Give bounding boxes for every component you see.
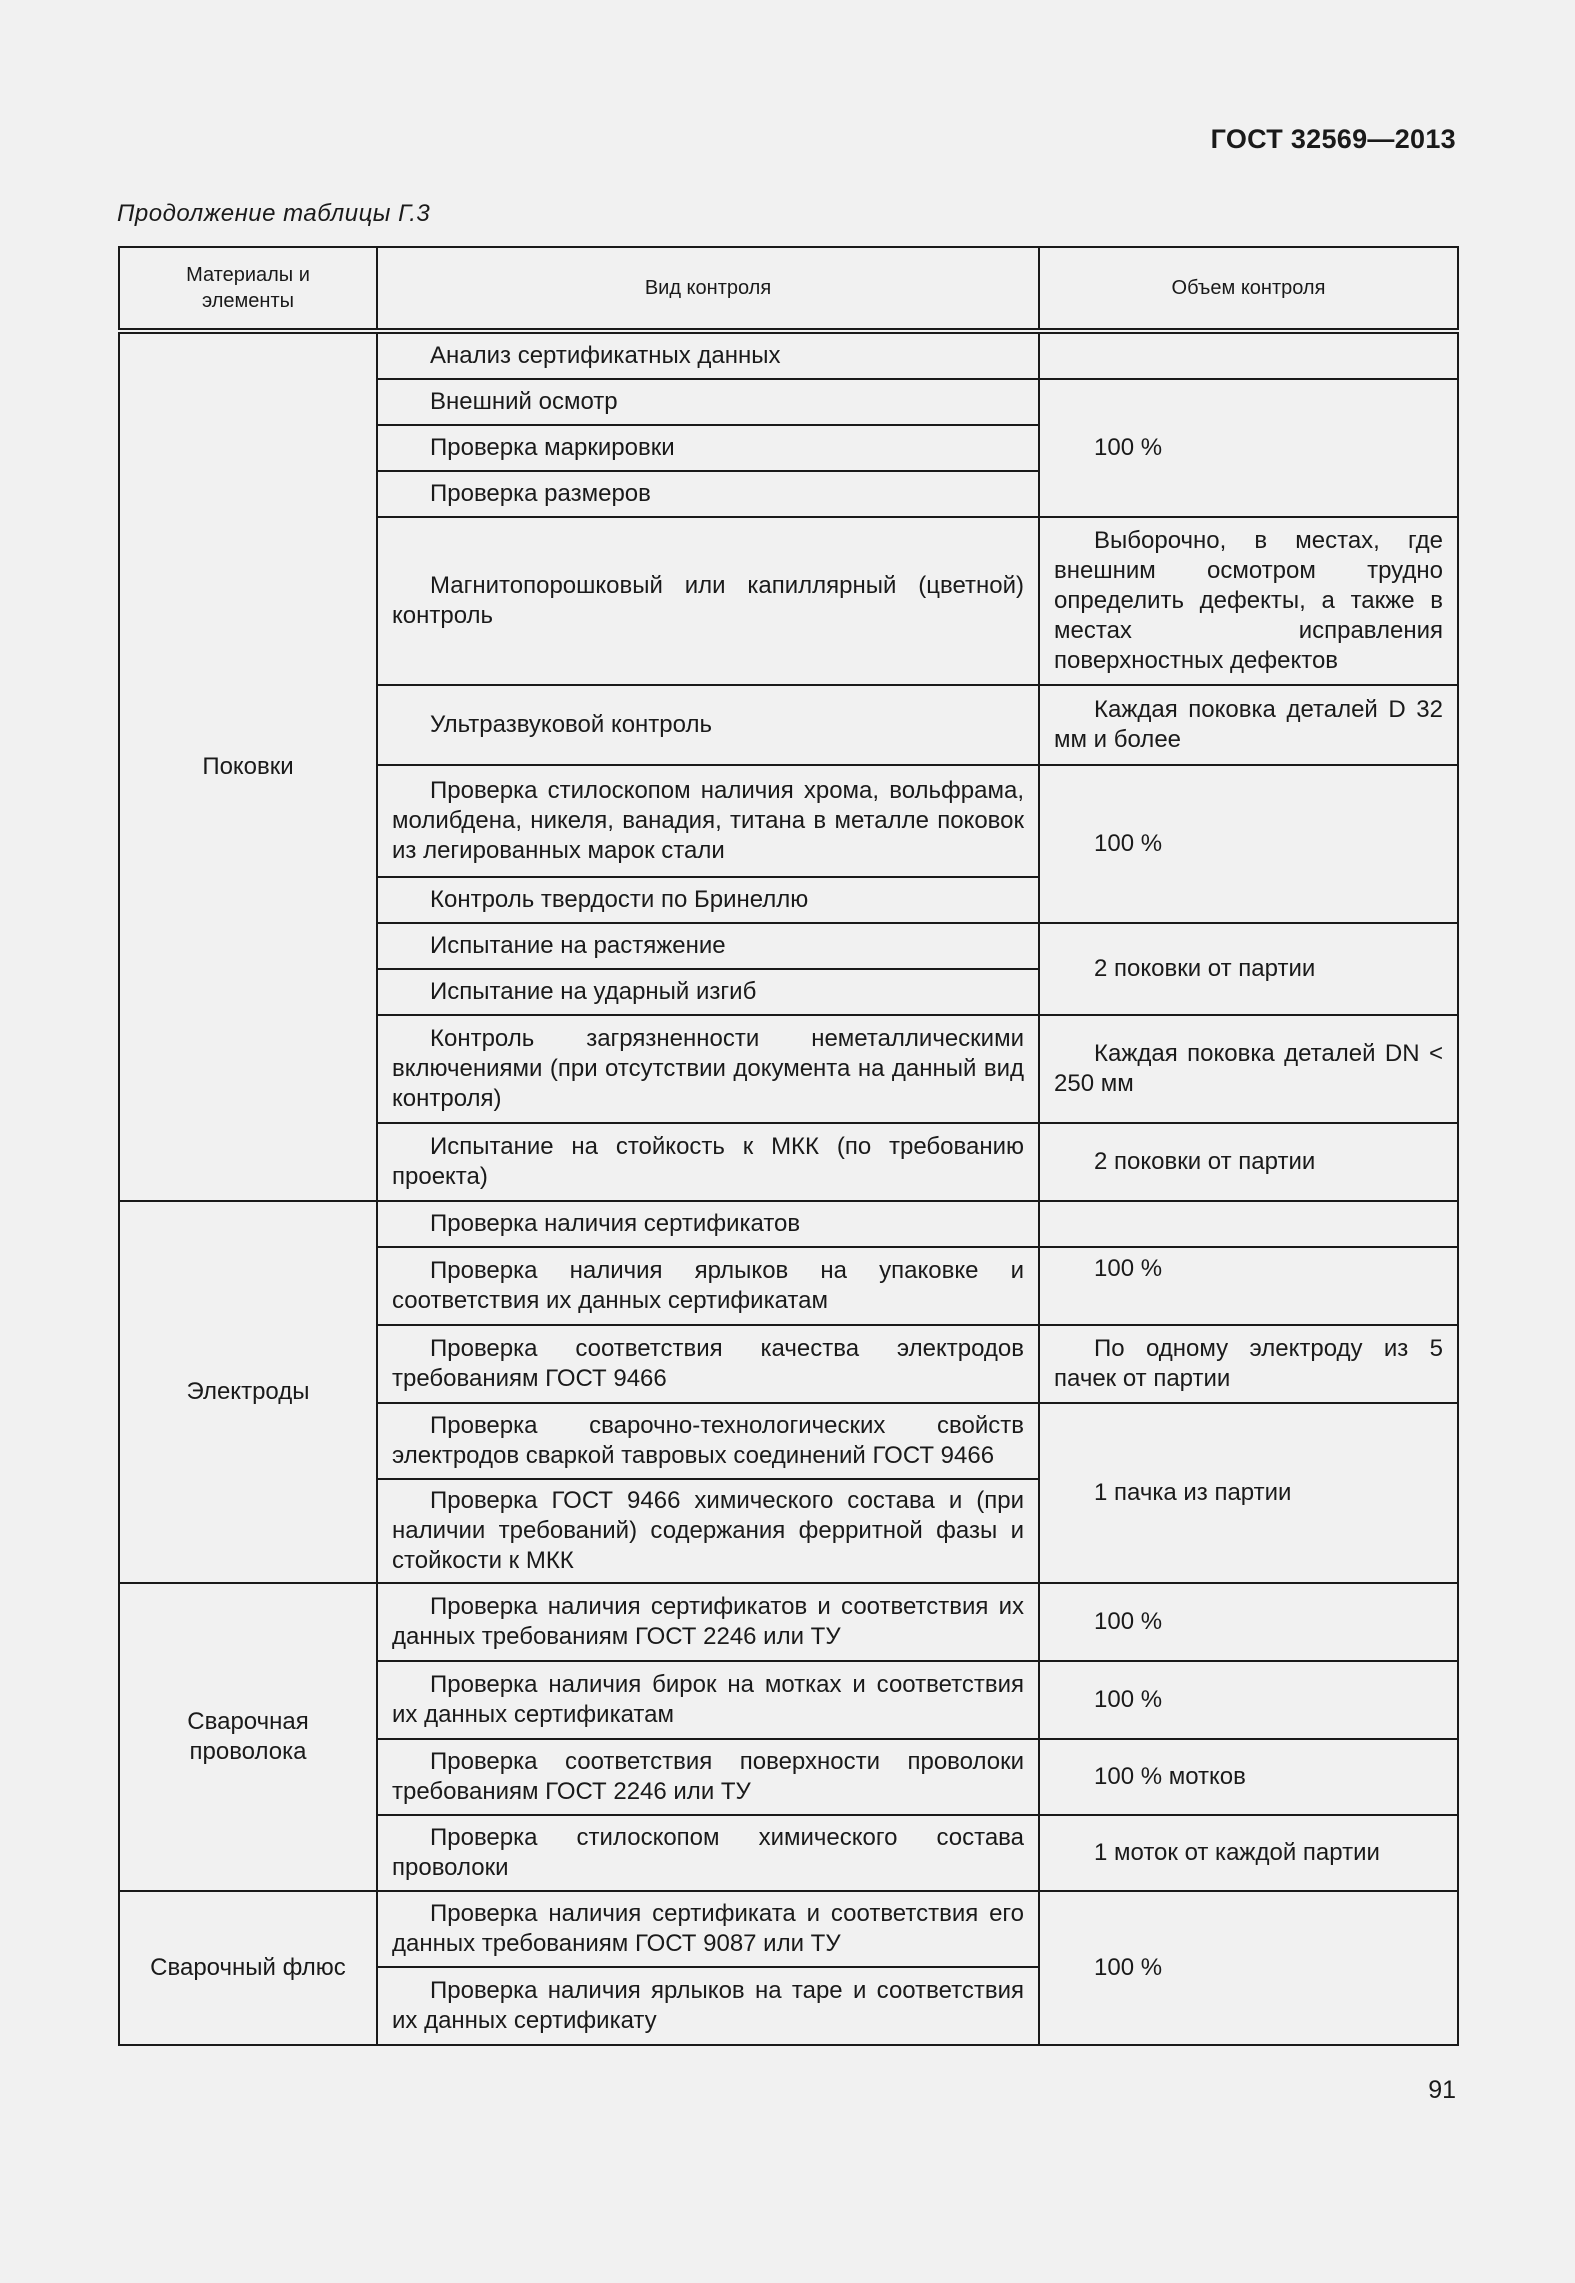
document-code: ГОСТ 32569—2013: [1210, 124, 1456, 154]
control-type-cell: Проверка стилоскопом химического состава проволоки: [377, 1815, 1039, 1891]
control-volume-cell: Выборочно, в местах, где внешним осмотром трудно определить дефекты, а также в местах исправления поверхностных дефектов: [1039, 517, 1458, 685]
control-type-cell: Контроль загрязненности неметаллическими включениями (при отсутствии документа на данный вид контроля): [377, 1015, 1039, 1123]
material-cell: Электроды: [119, 1201, 377, 1583]
control-type-cell: Ультразвуковой контроль: [377, 685, 1039, 765]
control-volume-cell: Каждая поковка деталей DN < 250 мм: [1039, 1015, 1458, 1123]
control-volume-cell: 100 % мотков: [1039, 1739, 1458, 1815]
control-volume-cell: 1 моток от каждой партии: [1039, 1815, 1458, 1891]
control-type-cell: Внешний осмотр: [377, 379, 1039, 425]
control-volume-cell: Каждая поковка деталей D 32 мм и более: [1039, 685, 1458, 765]
control-type-cell: Испытание на ударный изгиб: [377, 969, 1039, 1015]
control-type-cell: Контроль твердости по Бринеллю: [377, 877, 1039, 923]
control-type-cell: Проверка маркировки: [377, 425, 1039, 471]
control-type-cell: Проверка наличия ярлыков на таре и соответствия их данных сертификату: [377, 1967, 1039, 2045]
control-volume-cell: По одному электроду из 5 пачек от партии: [1039, 1325, 1458, 1403]
control-volume-cell: 100 %: [1039, 765, 1458, 923]
control-type-cell: Проверка наличия сертификата и соответствия его данных требованиям ГОСТ 9087 или ТУ: [377, 1891, 1039, 1967]
material-cell: Сварочная проволока: [119, 1583, 377, 1891]
control-type-cell: Проверка наличия ярлыков на упаковке и соответствия их данных сертификатам: [377, 1247, 1039, 1325]
page-number: 91: [1428, 2076, 1456, 2104]
control-type-cell: Проверка наличия сертификатов: [377, 1201, 1039, 1247]
control-volume-cell: 100 %: [1039, 1891, 1458, 2045]
table-row: [119, 1583, 1458, 1661]
control-volume-cell: 100 %: [1039, 379, 1458, 517]
table-row: [119, 1201, 1458, 1247]
control-type-cell: Проверка наличия сертификатов и соответствия их данных требованиям ГОСТ 2246 или ТУ: [377, 1583, 1039, 1661]
table-header-row: [119, 247, 1458, 331]
control-type-cell: Анализ сертификатных данных: [377, 331, 1039, 379]
table-row: [119, 1891, 1458, 1967]
material-cell: Сварочный флюс: [119, 1891, 377, 2045]
table-caption: Продолжение таблицы Г.3: [117, 200, 431, 227]
control-volume-cell: 2 поковки от партии: [1039, 923, 1458, 1015]
control-volume-cell: 1 пачка из партии: [1039, 1403, 1458, 1583]
table-row: [119, 331, 1458, 379]
control-volume-cell: 2 поковки от партии: [1039, 1123, 1458, 1201]
column-header-materials: Материалы и элементы: [119, 247, 377, 331]
control-volume-cell: 100 %: [1039, 1583, 1458, 1661]
control-type-cell: Испытание на стойкость к МКК (по требованию проекта): [377, 1123, 1039, 1201]
control-type-cell: Испытание на растяжение: [377, 923, 1039, 969]
column-header-control-volume: Объем контроля: [1039, 247, 1458, 331]
control-type-cell: Проверка стилоскопом наличия хрома, вольфрама, молибдена, никеля, ванадия, титана в металле поковок из легированных марок стали: [377, 765, 1039, 877]
control-volume-cell: 100 %: [1039, 1247, 1458, 1325]
material-cell: Поковки: [119, 331, 377, 1201]
control-type-cell: Проверка наличия бирок на мотках и соответствия их данных сертификатам: [377, 1661, 1039, 1739]
column-header-control-type: Вид контроля: [377, 247, 1039, 331]
control-type-cell: Магнитопорошковый или капиллярный (цветной) контроль: [377, 517, 1039, 685]
control-volume-cell: [1039, 331, 1458, 379]
control-type-cell: Проверка ГОСТ 9466 химического состава и (при наличии требований) содержания ферритной фазы и стойкости к МКК: [377, 1479, 1039, 1583]
control-table: [118, 246, 1459, 2046]
control-type-cell: Проверка соответствия качества электродов требованиям ГОСТ 9466: [377, 1325, 1039, 1403]
control-type-cell: Проверка сварочно-технологических свойств электродов сваркой тавровых соединений ГОСТ 9466: [377, 1403, 1039, 1479]
control-volume-cell: [1039, 1201, 1458, 1247]
control-type-cell: Проверка соответствия поверхности проволоки требованиям ГОСТ 2246 или ТУ: [377, 1739, 1039, 1815]
control-volume-cell: 100 %: [1039, 1661, 1458, 1739]
control-type-cell: Проверка размеров: [377, 471, 1039, 517]
